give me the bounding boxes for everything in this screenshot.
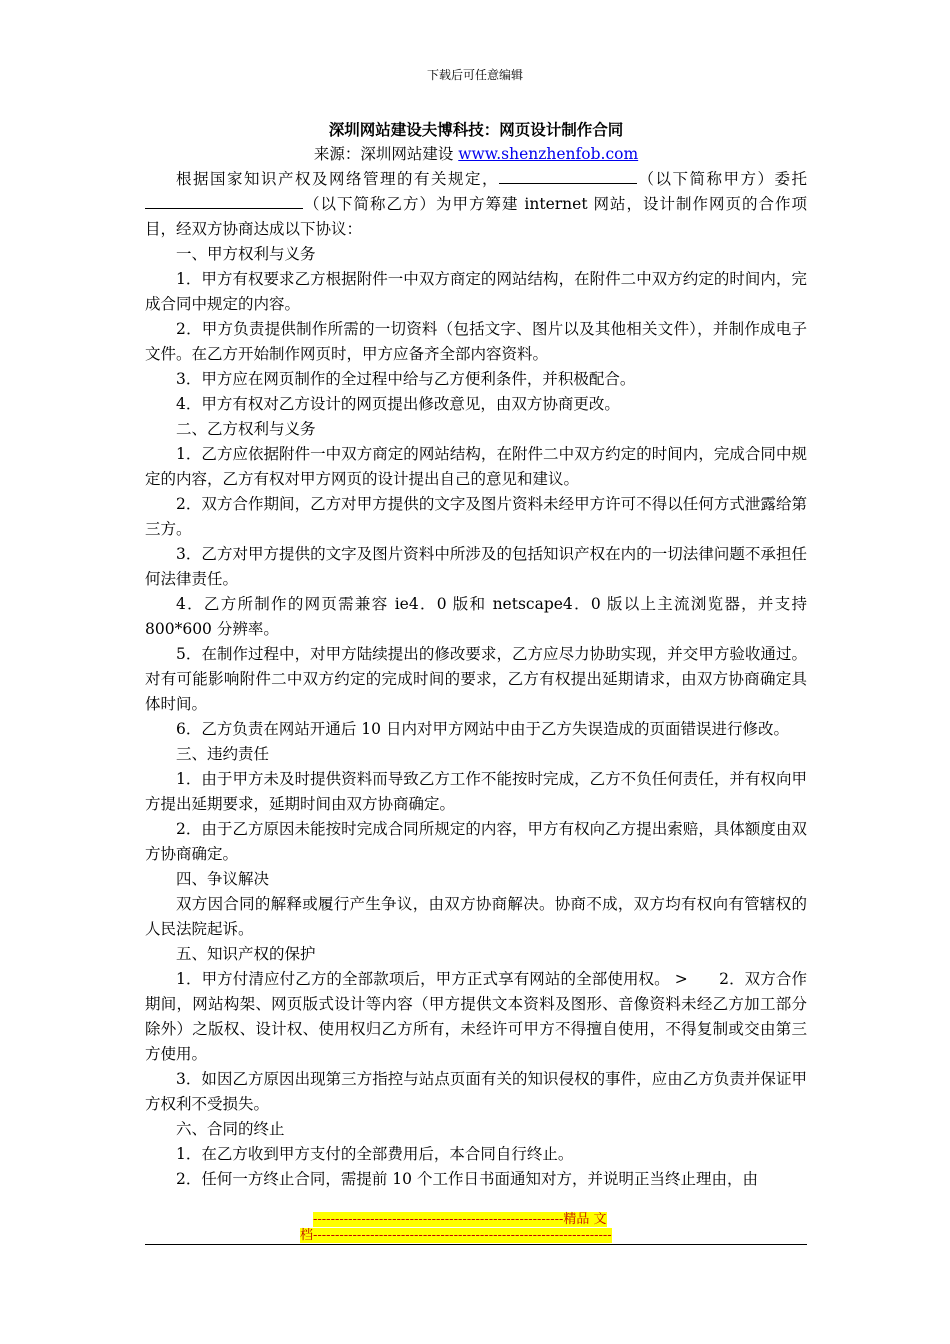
section-heading-6: 六、合同的终止: [176, 1120, 285, 1138]
clause-2-6: 6．乙方负责在网站开通后 10 日内对甲方网站中由于乙方失误造成的页面错误进行修改。: [176, 720, 789, 738]
clause-6-1: 1．在乙方收到甲方支付的全部费用后，本合同自行终止。: [176, 1145, 574, 1163]
clause-2-1: 1．乙方应依据附件一中双方商定的网站结构，在附件二中双方约定的时间内，完成合同中规定的内容，乙方有权对甲方网页的设计提出自己的意见和建议。: [145, 445, 807, 488]
clause-5-1: 1．甲方付清应付乙方的全部款项后，甲方正式享有网站的全部使用权。 > 2．双方合作期间，网站构架、网页版式设计等内容（甲方提供文本资料及图形、音像资料未经乙方加工部分除外）之版权、设计权、使用权归乙方所有，未经许可甲方不得擅自使用，不得复制或交由第三方使用。: [145, 970, 807, 1063]
page-header-note: 下载后可任意编辑: [426, 68, 523, 82]
party-b-blank: [145, 194, 303, 209]
footer-line-1: ---------------------------------------------------------精品 文: [313, 1212, 607, 1227]
document-title: 深圳网站建设夫博科技：网页设计制作合同: [328, 120, 624, 139]
party-a-blank: [499, 169, 637, 184]
section-heading-2: 二、乙方权利与义务: [176, 420, 316, 438]
clause-1-1: 1．甲方有权要求乙方根据附件一中双方商定的网站结构，在附件二中双方约定的时间内，完成合同中规定的内容。: [145, 270, 807, 313]
clause-2-3: 3．乙方对甲方提供的文字及图片资料中所涉及的包括知识产权在内的一切法律问题不承担任何法律责任。: [145, 545, 807, 588]
footer-divider: [145, 1244, 807, 1245]
clause-4-1: 双方因合同的解释或履行产生争议，由双方协商解决。协商不成，双方均有权向有管辖权的人民法院起诉。: [145, 895, 807, 938]
section-heading-1: 一、甲方权利与义务: [176, 245, 316, 263]
clause-6-2: 2．任何一方终止合同，需提前 10 个工作日书面通知对方，并说明正当终止理由，由: [176, 1170, 758, 1188]
source-prefix: 来源：深圳网站建设: [313, 145, 459, 163]
contract-body: [145, 117, 807, 1192]
clause-5-3: 3．如因乙方原因出现第三方指控与站点页面有关的知识侵权的事件，应由乙方负责并保证甲方权利不受损失。: [145, 1070, 807, 1113]
source-line: [145, 142, 807, 167]
source-link[interactable]: www.shenzhenfob.com: [458, 145, 639, 163]
intro-text-a: 根据国家知识产权及网络管理的有关规定，: [176, 170, 499, 188]
footer-watermark: [145, 1212, 807, 1244]
intro-text-b: （以下简称甲方）委托: [636, 170, 807, 188]
intro-text-c: （以下简称乙方）为甲方筹建 internet 网站，设计制作网页的合作项目，经双方协商达成以下协议：: [145, 195, 807, 238]
clause-2-5: 5．在制作过程中，对甲方陆续提出的修改要求，乙方应尽力协助实现，并交甲方验收通过。对有可能影响附件二中双方约定的完成时间的要求，乙方有权提出延期请求，由双方协商确定具体时间。: [145, 645, 807, 713]
clause-1-3: 3．甲方应在网页制作的全过程中给与乙方便利条件，并积极配合。: [176, 370, 636, 388]
clause-3-1: 1．由于甲方未及时提供资料而导致乙方工作不能按时完成，乙方不负任何责任，并有权向甲方提出延期要求，延期时间由双方协商确定。: [145, 770, 807, 813]
section-heading-5: 五、知识产权的保护: [176, 945, 316, 963]
clause-2-2: 2．双方合作期间，乙方对甲方提供的文字及图片资料未经甲方许可不得以任何方式泄露给第三方。: [145, 495, 807, 538]
section-heading-4: 四、争议解决: [176, 870, 270, 888]
section-heading-3: 三、违约责任: [176, 745, 270, 763]
clause-1-2: 2．甲方负责提供制作所需的一切资料（包括文字、图片以及其他相关文件），并制作成电子文件。在乙方开始制作网页时，甲方应备齐全部内容资料。: [145, 320, 807, 363]
clause-1-4: 4．甲方有权对乙方设计的网页提出修改意见，由双方协商更改。: [176, 395, 620, 413]
intro-paragraph: [145, 167, 807, 242]
clause-3-2: 2．由于乙方原因未能按时完成合同所规定的内容，甲方有权向乙方提出索赔，具体额度由双方协商确定。: [145, 820, 807, 863]
footer-line-2: 档--------------------------------------------------------------------: [300, 1228, 612, 1243]
clause-2-4: 4．乙方所制作的网页需兼容 ie4．0 版和 netscape4．0 版以上主流浏览器，并支持 800*600 分辨率。: [145, 595, 807, 638]
